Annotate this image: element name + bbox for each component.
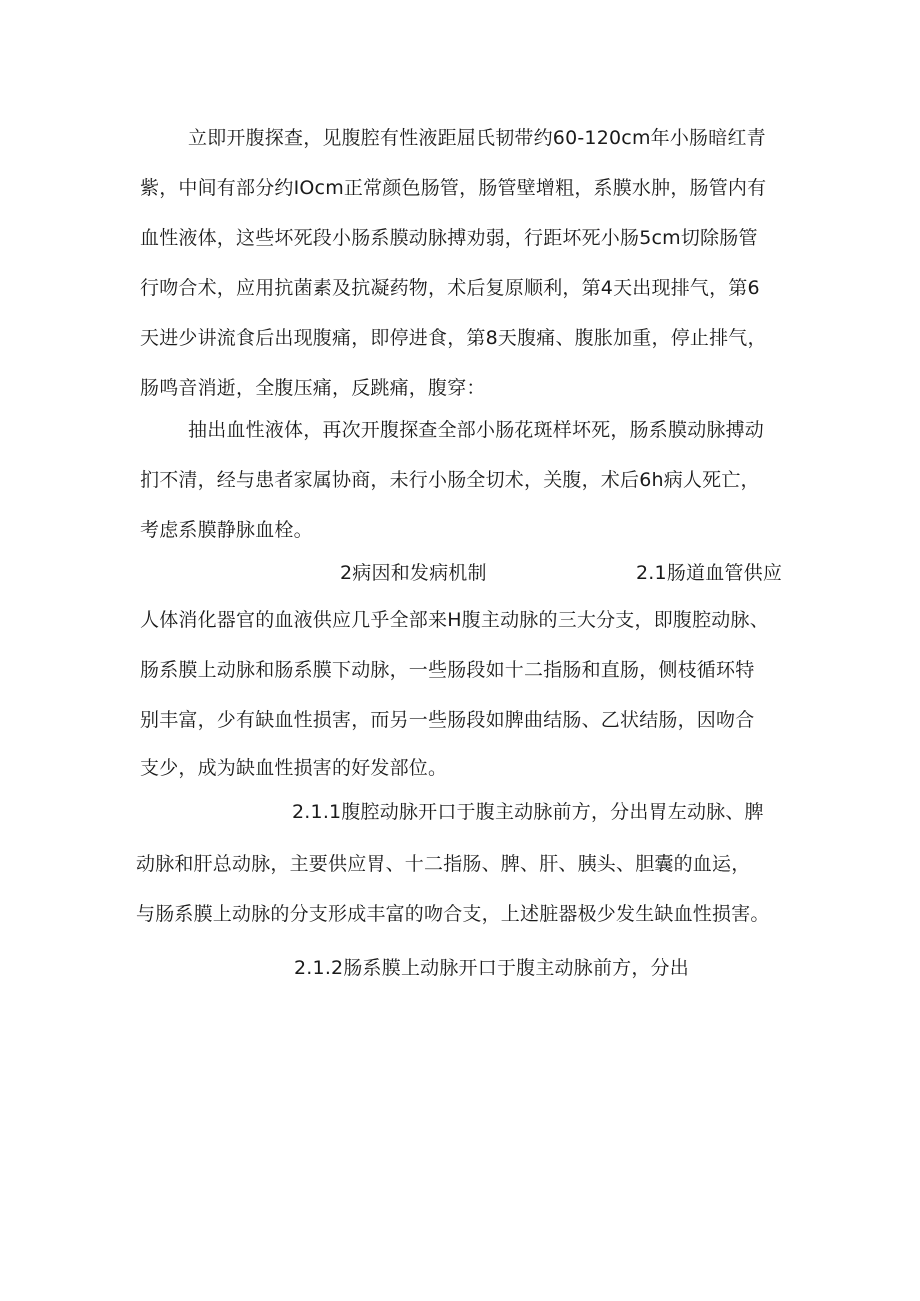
text-line: 人体消化器官的血液供应几乎全部来H腹主动脉的三大分支，即腹腔动脉、 <box>140 609 769 631</box>
text-line: 立即开腹探查，见腹腔有性液距屈氏韧带约60-120cm年小肠暗红青 <box>188 127 766 149</box>
text-line: 2.1.1腹腔动脉开口于腹主动脉前方，分出胃左动脉、脾 <box>292 801 764 823</box>
text-line: 动脉和肝总动脉，主要供应胃、十二指肠、脾、肝、胰头、胆囊的血运， <box>136 853 751 875</box>
text-line: 抽出血性液体，再次开腹探查全部小肠花斑样坏死，肠系膜动脉搏动 <box>188 419 765 441</box>
text-line: 肠系膜上动脉和肠系膜下动脉，一些肠段如十二指肠和直肠，侧枝循环特 <box>140 659 755 681</box>
text-line: 考虑系膜静脉血栓。 <box>140 519 313 541</box>
text-line: 血性液体，这些坏死段小肠系膜动脉搏劝弱，行距坏死小肠5cm切除肠管 <box>140 227 758 249</box>
text-line: 与肠系膜上动脉的分支形成丰富的吻合支，上述脏器极少发生缺血性损害。 <box>136 903 770 925</box>
text-line: 行吻合术，应用抗菌素及抗凝药物，术后复原顺利，第4天出现排气，第6 <box>140 277 760 299</box>
text-line: 2.1.2肠系膜上动脉开口于腹主动脉前方，分出 <box>294 957 689 979</box>
text-line: 肠鸣音消逝，全腹压痛，反跳痛，腹穿： <box>140 377 486 399</box>
text-line: 紫，中间有部分约IOcm正常颜色肠管，肠管壁增粗，系膜水肿，肠管内有 <box>140 177 767 199</box>
text-line: 支少，成为缺血性损害的好发部位。 <box>140 757 448 779</box>
subsection-heading-blood-supply: 2.1肠道血管供应 <box>636 562 783 584</box>
text-line: 天进少讲流食后出现腹痛，即停进食，第8天腹痛、腹胀加重，停止排气， <box>140 327 767 349</box>
text-line: 扪不清，经与患者家属协商，未行小肠全切术，关腹，术后6h病人死亡， <box>140 469 760 491</box>
section-heading-etiology: 2病因和发病机制 <box>340 562 487 584</box>
text-line: 别丰富，少有缺血性损害，而另一些肠段如脾曲结肠、乙状结肠，因吻合 <box>140 709 755 731</box>
